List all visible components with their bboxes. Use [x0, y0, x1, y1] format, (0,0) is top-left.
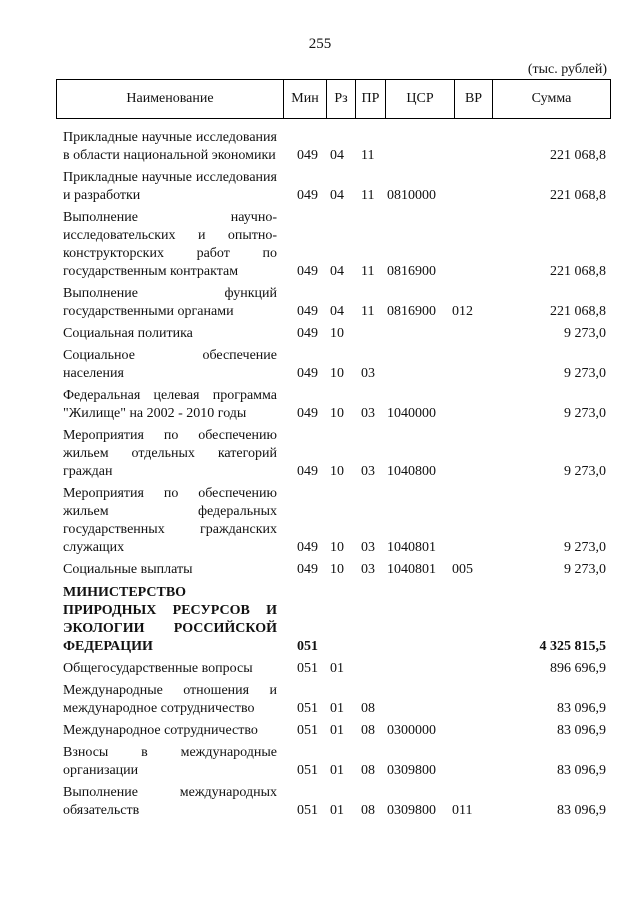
row-name: Федеральная целевая программа "Жилище" на 2002 - 2010 годы [63, 388, 277, 421]
table-row [0, 660, 640, 678]
row-min: 051 [297, 661, 318, 676]
row-rz: 10 [330, 562, 344, 577]
row-csr: 1040801 [387, 562, 436, 577]
row-rz: 01 [330, 723, 344, 738]
table-row [0, 682, 640, 718]
row-min: 051 [297, 803, 318, 818]
row-name: Прикладные научные исследования в области национальной экономики [63, 130, 277, 163]
row-min: 049 [297, 406, 318, 421]
table-row [0, 485, 640, 557]
row-sum: 9 273,0 [564, 406, 606, 421]
row-pr: 08 [361, 763, 375, 778]
row-rz: 01 [330, 661, 344, 676]
table-row [0, 387, 640, 423]
column-header-rz: Рз [326, 80, 355, 118]
table-row [0, 209, 640, 281]
row-pr: 08 [361, 723, 375, 738]
table-row [0, 427, 640, 481]
row-min: 049 [297, 540, 318, 555]
table-row [0, 722, 640, 740]
row-rz: 10 [330, 540, 344, 555]
row-csr: 1040801 [387, 540, 436, 555]
table-row [0, 129, 640, 165]
row-pr: 11 [361, 188, 375, 203]
row-rz: 04 [330, 304, 344, 319]
row-min: 049 [297, 148, 318, 163]
row-sum: 9 273,0 [564, 326, 606, 341]
row-sum: 4 325 815,5 [539, 639, 606, 654]
column-header-csr: ЦСР [385, 80, 454, 118]
page-number: 255 [308, 36, 332, 52]
row-rz: 10 [330, 326, 344, 341]
row-min: 051 [297, 763, 318, 778]
row-name: МИНИСТЕРСТВО ПРИРОДНЫХ РЕСУРСОВ И ЭКОЛОГИИ РОССИЙСКОЙ ФЕДЕРАЦИИ [63, 585, 277, 654]
row-sum: 9 273,0 [564, 540, 606, 555]
row-pr: 11 [361, 264, 375, 279]
row-min: 051 [297, 701, 318, 716]
table-row [0, 744, 640, 780]
row-rz: 01 [330, 803, 344, 818]
column-header-min: Мин [283, 80, 326, 118]
row-sum: 221 068,8 [550, 264, 606, 279]
row-min: 049 [297, 188, 318, 203]
row-sum: 9 273,0 [564, 562, 606, 577]
row-rz: 04 [330, 188, 344, 203]
table-row [0, 784, 640, 820]
row-sum: 221 068,8 [550, 304, 606, 319]
row-min: 049 [297, 464, 318, 479]
row-vr: 011 [452, 803, 473, 818]
row-name: Мероприятия по обеспечению жильем федеральных государственных гражданских служащих [63, 486, 277, 555]
row-rz: 10 [330, 406, 344, 421]
row-min: 049 [297, 264, 318, 279]
row-rz: 10 [330, 464, 344, 479]
row-min: 049 [297, 562, 318, 577]
table-row [0, 325, 640, 343]
table-header [56, 79, 611, 119]
row-sum: 9 273,0 [564, 464, 606, 479]
row-min: 049 [297, 366, 318, 381]
row-name: Социальные выплаты [63, 562, 193, 577]
row-name: Прикладные научные исследования и разработки [63, 170, 277, 203]
row-sum: 9 273,0 [564, 366, 606, 381]
row-rz: 01 [330, 701, 344, 716]
row-name: Выполнение международных обязательств [63, 785, 277, 818]
row-csr: 0309800 [387, 803, 436, 818]
row-min: 051 [297, 723, 318, 738]
row-pr: 03 [361, 540, 375, 555]
row-sum: 221 068,8 [550, 148, 606, 163]
row-csr: 1040800 [387, 464, 436, 479]
row-name: Выполнение функций государственными органами [63, 286, 277, 319]
row-name: Взносы в международные организации [63, 745, 277, 778]
row-name: Общегосударственные вопросы [63, 661, 253, 676]
row-name: Социальное обеспечение населения [63, 348, 277, 381]
row-min: 051 [297, 639, 318, 654]
row-pr: 03 [361, 562, 375, 577]
row-sum: 83 096,9 [557, 763, 606, 778]
row-min: 049 [297, 326, 318, 341]
table-row [0, 561, 640, 579]
row-name: Международные отношения и международное сотрудничество [63, 683, 277, 716]
row-csr: 0300000 [387, 723, 436, 738]
table-row [0, 285, 640, 321]
row-sum: 896 696,9 [550, 661, 606, 676]
row-name: Выполнение научно-исследовательских и опытно-конструкторских работ по государственным контрактам [63, 210, 277, 279]
units-label: (тыс. рублей) [527, 62, 607, 77]
row-pr: 03 [361, 464, 375, 479]
row-pr: 08 [361, 803, 375, 818]
column-header-name: Наименование [126, 91, 214, 106]
row-rz: 01 [330, 763, 344, 778]
row-pr: 03 [361, 406, 375, 421]
row-vr: 012 [452, 304, 473, 319]
row-name: Международное сотрудничество [63, 723, 258, 738]
column-header-pr: ПР [355, 80, 385, 118]
row-pr: 11 [361, 304, 375, 319]
row-rz: 04 [330, 148, 344, 163]
table-row [0, 169, 640, 205]
row-pr: 11 [361, 148, 375, 163]
row-pr: 03 [361, 366, 375, 381]
row-name: Социальная политика [63, 326, 193, 341]
row-csr: 0309800 [387, 763, 436, 778]
column-header-sum: Сумма [492, 80, 610, 118]
row-name: Мероприятия по обеспечению жильем отдельных категорий граждан [63, 428, 277, 479]
row-csr: 0810000 [387, 188, 436, 203]
row-csr: 1040000 [387, 406, 436, 421]
table-row [0, 347, 640, 383]
table-row [0, 584, 640, 656]
row-sum: 83 096,9 [557, 723, 606, 738]
row-sum: 83 096,9 [557, 701, 606, 716]
row-csr: 0816900 [387, 264, 436, 279]
row-min: 049 [297, 304, 318, 319]
row-sum: 83 096,9 [557, 803, 606, 818]
row-csr: 0816900 [387, 304, 436, 319]
column-header-vr: ВР [454, 80, 492, 118]
row-pr: 08 [361, 701, 375, 716]
row-sum: 221 068,8 [550, 188, 606, 203]
row-vr: 005 [452, 562, 473, 577]
table-body [0, 125, 640, 820]
row-rz: 04 [330, 264, 344, 279]
row-rz: 10 [330, 366, 344, 381]
